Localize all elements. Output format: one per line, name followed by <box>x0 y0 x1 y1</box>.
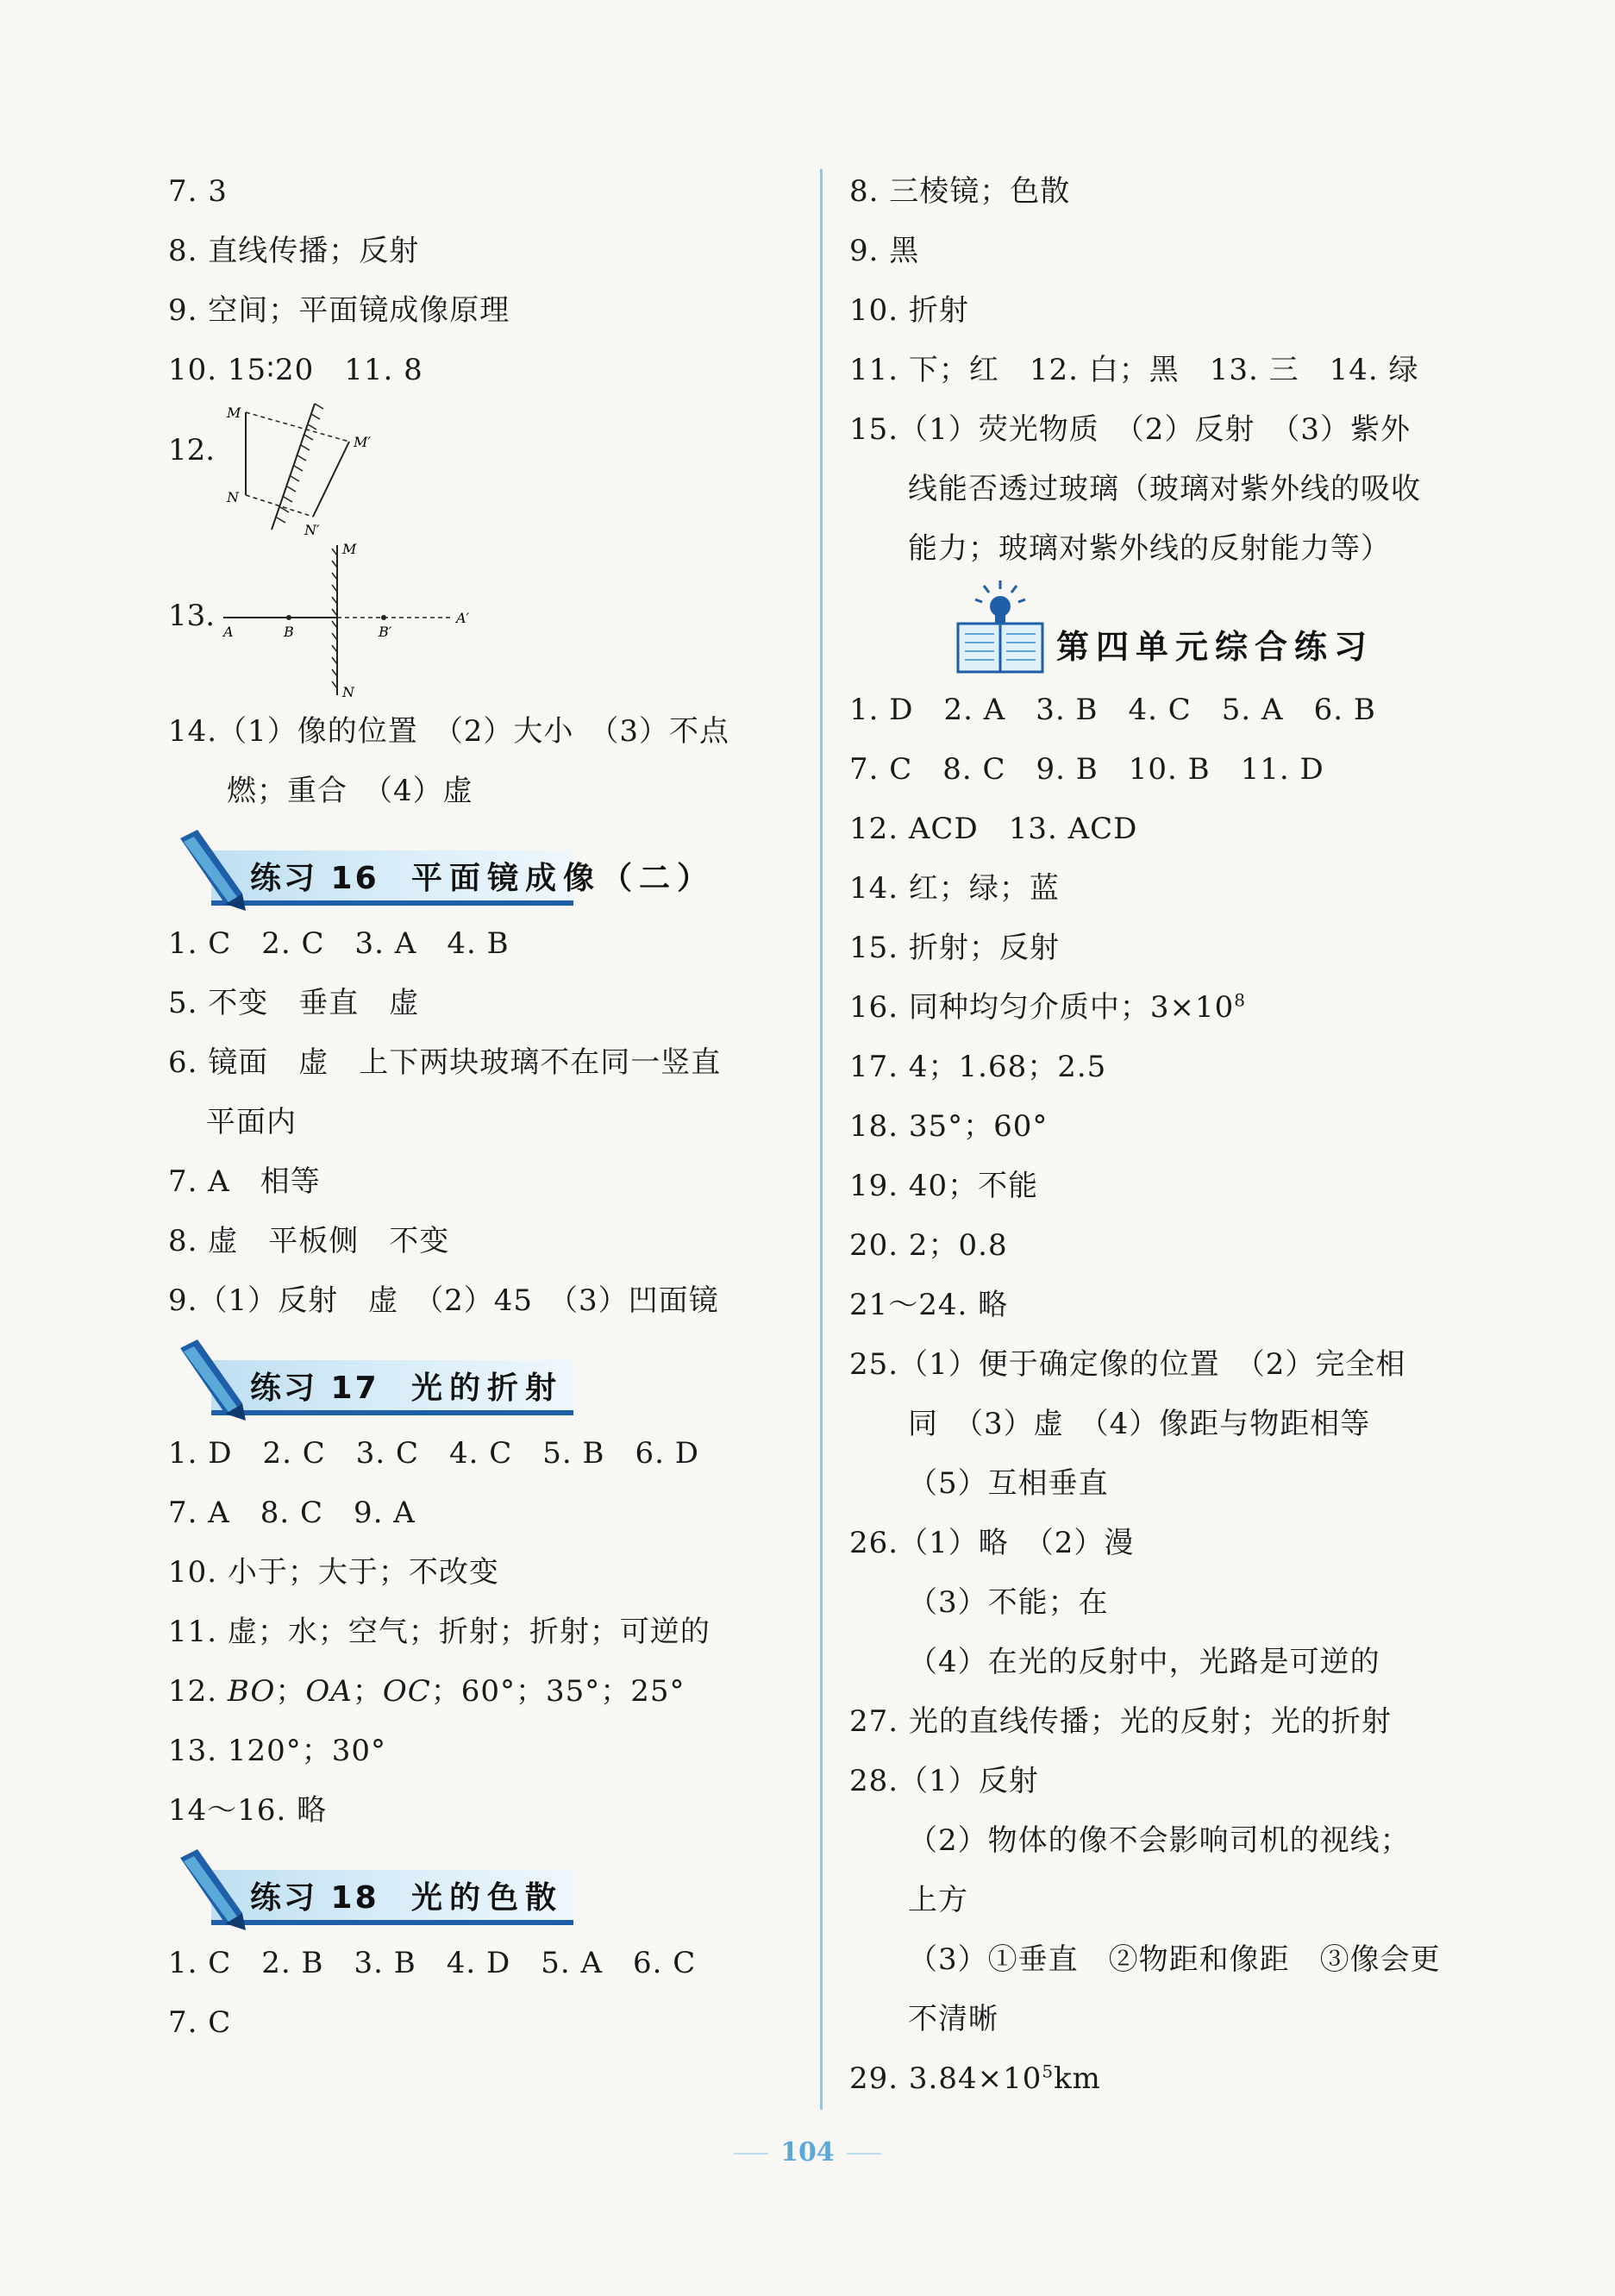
q12b-oa: OA <box>305 1674 353 1709</box>
answer-line: 能力；玻璃对紫外线的反射能力等） <box>908 531 1391 566</box>
answer-line: （2）物体的像不会影响司机的视线； <box>908 1823 1411 1858</box>
answer-line: 21～24. 略 <box>849 1288 1009 1322</box>
answer-line: 12. BO；OA；OC；60°；35°；25° <box>168 1674 685 1709</box>
unit-header <box>849 579 1470 681</box>
answer-line: 13. 120°；30° <box>168 1734 387 1768</box>
answer-line: 燃；重合 （4）虚 <box>227 774 473 808</box>
answer-line: 12. ACD 13. ACD <box>849 812 1138 846</box>
answer-line: 线能否透过玻璃（玻璃对紫外线的吸收 <box>908 472 1421 506</box>
answer-line: 9. 空间；平面镜成像原理 <box>168 293 510 328</box>
answer-line: 1. D 2. C 3. C 4. C 5. B 6. D <box>168 1436 700 1471</box>
section-header-18 <box>168 1847 806 1934</box>
q12-point-Np: N′ <box>304 522 320 538</box>
answer-line: （3）不能；在 <box>908 1585 1109 1620</box>
q12b-oc: OC <box>382 1674 431 1709</box>
answer-line: 11. 虚；水；空气；折射；折射；可逆的 <box>168 1615 710 1649</box>
answer-line: 同 （3）虚 （4）像距与物距相等 <box>908 1407 1371 1441</box>
answer-line: （3）①垂直 ②物距和像距 ③像会更 <box>908 1942 1441 1977</box>
answer-line: 1. C 2. B 3. B 4. D 5. A 6. C <box>168 1946 697 1980</box>
q12-mirror-diagram <box>220 400 392 538</box>
answer-line: 5. 不变 垂直 虚 <box>168 986 420 1020</box>
q12-figure-row <box>168 400 806 538</box>
book-lightbulb-icon <box>953 579 1048 675</box>
section-header-16 <box>168 828 806 914</box>
section-label: 练习 16 <box>250 861 379 896</box>
q13-figure-row <box>168 538 806 702</box>
q13-point-Ap: A′ <box>456 610 470 626</box>
answer-line: 7. C 8. C 9. B 10. B 11. D <box>849 752 1324 787</box>
q12-label: 12. <box>168 433 216 467</box>
pen-icon <box>172 1849 249 1932</box>
answer-line: 20. 2；0.8 <box>849 1228 1008 1263</box>
answer-line: 8. 直线传播；反射 <box>168 234 420 268</box>
q13-point-M: M <box>342 541 357 557</box>
pen-icon <box>172 830 249 913</box>
answer-line: 14. 红；绿；蓝 <box>849 871 1060 906</box>
section-header-17 <box>168 1338 806 1424</box>
page-number: 104 <box>0 2137 1615 2167</box>
answer-line: 7. 3 <box>168 174 228 209</box>
q12-point-M: M <box>227 405 241 421</box>
q12b-num: 12. <box>168 1674 218 1709</box>
section-label: 练习 18 <box>250 1880 379 1916</box>
answer-line: 7. C <box>168 2005 232 2040</box>
answer-line: （4）在光的反射中，光路是可逆的 <box>908 1645 1380 1679</box>
q29-unit: km <box>1054 2061 1101 2096</box>
answer-line: 1. D 2. A 3. B 4. C 5. A 6. B <box>849 693 1376 727</box>
q16-exponent: 8 <box>1234 989 1246 1011</box>
answer-line: 1. C 2. C 3. A 4. B <box>168 926 510 961</box>
answer-line: 19. 40；不能 <box>849 1169 1039 1203</box>
answer-line <box>849 978 1470 1038</box>
answer-line: 15. 折射；反射 <box>849 931 1060 965</box>
q13-mirror-diagram <box>220 538 479 702</box>
answer-line: 27. 光的直线传播；光的反射；光的折射 <box>849 1704 1392 1739</box>
answer-line: 25.（1）便于确定像的位置 （2）完全相 <box>849 1347 1406 1382</box>
section-label: 练习 17 <box>250 1371 379 1406</box>
q13-point-A: A <box>223 624 234 640</box>
answer-line: 10. 15∶20 11. 8 <box>168 353 423 387</box>
answer-line: 14～16. 略 <box>168 1793 328 1828</box>
section-title: 光的折射 <box>411 1371 564 1406</box>
q12b-bo: BO <box>227 1674 276 1709</box>
answer-line <box>849 2049 1470 2109</box>
q12b-rest: 60°；35°；25° <box>460 1674 685 1709</box>
q12-point-Mp: M′ <box>354 434 372 450</box>
answer-line: 平面内 <box>206 1105 297 1139</box>
q13-point-Bp: B′ <box>379 624 392 640</box>
q13-label: 13. <box>168 599 216 633</box>
answer-line: 7. A 相等 <box>168 1164 321 1199</box>
column-divider <box>820 169 823 2110</box>
right-column <box>849 162 1470 2109</box>
answer-line: 8. 三棱镜；色散 <box>849 174 1071 209</box>
answer-line: 15.（1）荧光物质 （2）反射 （3）紫外 <box>849 412 1411 447</box>
q29-exponent: 5 <box>1042 2061 1055 2082</box>
answer-line: 17. 4；1.68；2.5 <box>849 1050 1107 1084</box>
pen-icon <box>172 1339 249 1422</box>
q12-point-N: N <box>227 489 239 505</box>
answer-line: 6. 镜面 虚 上下两块玻璃不在同一竖直 <box>168 1045 722 1080</box>
q13-point-B: B <box>284 624 294 640</box>
answer-line: 11. 下；红 12. 白；黑 13. 三 14. 绿 <box>849 353 1419 387</box>
q29-text: 29. 3.84×10 <box>849 2061 1042 2096</box>
q13-point-N: N <box>342 684 354 700</box>
answer-line: 28.（1）反射 <box>849 1764 1039 1798</box>
answer-line: 14.（1）像的位置 （2）大小 （3）不点 <box>168 714 729 749</box>
answer-line: 7. A 8. C 9. A <box>168 1496 416 1530</box>
answer-line: 不清晰 <box>908 2002 998 2036</box>
section-title: 光的色散 <box>411 1880 564 1916</box>
q16-text: 16. 同种均匀介质中；3×10 <box>849 990 1235 1025</box>
answer-line: 10. 折射 <box>849 293 969 328</box>
answer-line: 10. 小于；大于；不改变 <box>168 1555 499 1590</box>
answer-line: 8. 虚 平板侧 不变 <box>168 1224 450 1258</box>
answer-line: 9. 黑 <box>849 234 920 268</box>
section-title: 平面镜成像（二） <box>411 861 716 896</box>
answer-line: （5）互相垂直 <box>908 1466 1109 1501</box>
answer-line: 上方 <box>908 1883 968 1917</box>
answer-line: 9.（1）反射 虚 （2）45 （3）凹面镜 <box>168 1283 719 1318</box>
unit-title: 第四单元综合练习 <box>1056 628 1374 666</box>
left-column <box>168 162 806 2053</box>
answer-line: 18. 35°；60° <box>849 1109 1048 1144</box>
answer-line: 26.（1）略 （2）漫 <box>849 1526 1135 1560</box>
